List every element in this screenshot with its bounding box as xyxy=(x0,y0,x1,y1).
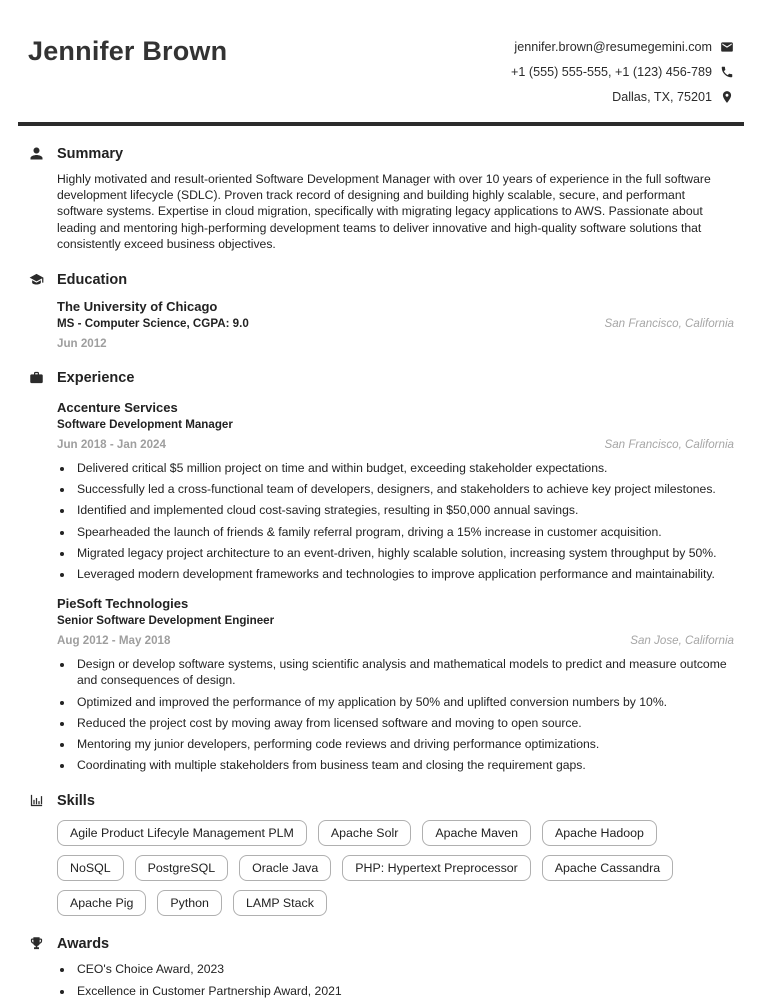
education-heading xyxy=(28,272,734,288)
section-title-skills: Skills xyxy=(57,793,95,810)
education-entry xyxy=(57,299,734,350)
experience-bullets xyxy=(57,460,734,582)
briefcase-icon xyxy=(28,370,44,386)
experience-location: San Francisco, California xyxy=(604,438,734,452)
dates-location-row xyxy=(57,627,734,647)
skill-chip: Apache Cassandra xyxy=(542,855,673,881)
awards-list xyxy=(57,961,734,998)
location-pin-icon xyxy=(720,90,734,104)
section-experience xyxy=(28,370,734,773)
bar-chart-icon xyxy=(28,793,44,809)
skill-chip: Apache Solr xyxy=(318,820,412,846)
job-title: Software Development Manager xyxy=(57,418,233,432)
bullet-item: • Coordinating with multiple stakeholders from business team and closing the requirement gaps. xyxy=(74,757,734,773)
experience-entry xyxy=(57,400,734,582)
awards-heading xyxy=(28,936,734,952)
skill-chip: Oracle Java xyxy=(239,855,331,881)
skill-chip: LAMP Stack xyxy=(233,890,327,916)
skill-chip: Apache Pig xyxy=(57,890,146,916)
resume-header xyxy=(28,34,734,109)
experience-heading xyxy=(28,370,734,386)
education-location: San Francisco, California xyxy=(604,317,734,331)
section-awards xyxy=(28,936,734,998)
experience-bullets xyxy=(57,656,734,773)
job-title: Senior Software Development Engineer xyxy=(57,614,275,628)
contact-phone-row xyxy=(511,59,734,84)
dates-location-row xyxy=(57,431,734,451)
phone-icon xyxy=(720,65,734,79)
skill-chip: NoSQL xyxy=(57,855,124,881)
experience-dates: Jun 2018 - Jan 2024 xyxy=(57,438,166,452)
section-skills xyxy=(28,793,734,916)
skills-chip-list xyxy=(57,820,734,916)
phone-text: +1 (555) 555-555, +1 (123) 456-789 xyxy=(511,64,712,79)
contact-location-row xyxy=(612,84,734,109)
header-divider xyxy=(18,122,744,126)
skill-chip: Apache Maven xyxy=(422,820,531,846)
bullet-item: • Delivered critical $5 million project on time and within budget, exceeding stakeholder expectations. xyxy=(74,460,734,476)
section-summary xyxy=(28,146,734,252)
bullet-item: • Spearheaded the launch of friends & family referral program, driving a 15% increase in customer acquisition. xyxy=(74,524,734,540)
skill-chip: Apache Hadoop xyxy=(542,820,657,846)
company-name: Accenture Services xyxy=(57,400,178,416)
page-title: Jennifer Brown xyxy=(28,36,228,66)
company-name: PieSoft Technologies xyxy=(57,596,189,612)
bullet-item: • Leveraged modern development frameworks and technologies to improve application performance and maintainability. xyxy=(74,566,734,582)
skills-heading xyxy=(28,793,734,809)
contact-block xyxy=(511,34,734,109)
bullet-item: • Migrated legacy project architecture to an event-driven, highly scalable solution, increasing system throughput by 50%. xyxy=(74,545,734,561)
award-item: • Excellence in Customer Partnership Award, 2021 xyxy=(74,983,734,999)
school-name: The University of Chicago xyxy=(57,299,218,315)
section-education xyxy=(28,272,734,350)
skill-chip: PostgreSQL xyxy=(135,855,229,881)
bullet-item: • Successfully led a cross-functional team of developers, designers, and stakeholders to achieve key project milestones. xyxy=(74,481,734,497)
section-title-education: Education xyxy=(57,272,128,289)
skill-chip: Python xyxy=(157,890,222,916)
person-icon xyxy=(28,146,44,162)
bullet-item: • Optimized and improved the performance of my application by 50% and uplifted conversion numbers by 10%. xyxy=(74,694,734,710)
location-text: Dallas, TX, 75201 xyxy=(612,89,712,104)
degree-location-row xyxy=(57,314,734,330)
skill-chip: PHP: Hypertext Preprocessor xyxy=(342,855,531,881)
bullet-item: • Reduced the project cost by moving away from licensed software and moving to open source. xyxy=(74,715,734,731)
education-dates: Jun 2012 xyxy=(57,337,107,351)
experience-dates: Aug 2012 - May 2018 xyxy=(57,634,171,648)
contact-email-row xyxy=(514,34,734,59)
bullet-item: • Design or develop software systems, using scientific analysis and mathematical models to predict and measure outcome and consequences of design. xyxy=(74,656,734,688)
bullet-item: • Mentoring my junior developers, performing code reviews and driving performance optimizations. xyxy=(74,736,734,752)
section-title-awards: Awards xyxy=(57,936,110,953)
summary-text: Highly motivated and result-oriented Software Development Manager with over 10 years of experience in the full software development lifecycle (SDLC). Proven track record of designing and building highly scalable, secure, and performant software systems. Expertise in cloud migration, specifically with migrating legacy applications to AWS. Passionate about leading and mentoring high-performing development teams to deliver innovative and high-quality software solutions that consistently exceed business objectives. xyxy=(57,172,711,251)
trophy-icon xyxy=(28,936,44,952)
email-text: jennifer.brown@resumegemini.com xyxy=(514,39,712,54)
degree-text: MS - Computer Science, CGPA: 9.0 xyxy=(57,317,249,331)
award-item: • CEO's Choice Award, 2023 xyxy=(74,961,734,977)
summary-heading xyxy=(28,146,734,162)
envelope-icon xyxy=(720,40,734,54)
experience-entry xyxy=(57,596,734,773)
skill-chip: Agile Product Lifecyle Management PLM xyxy=(57,820,307,846)
section-title-summary: Summary xyxy=(57,146,124,162)
graduation-cap-icon xyxy=(28,272,44,288)
section-title-experience: Experience xyxy=(57,370,135,387)
bullet-item: • Identified and implemented cloud cost-saving strategies, resulting in $50,000 annual savings. xyxy=(74,502,734,518)
experience-location: San Jose, California xyxy=(630,634,734,648)
